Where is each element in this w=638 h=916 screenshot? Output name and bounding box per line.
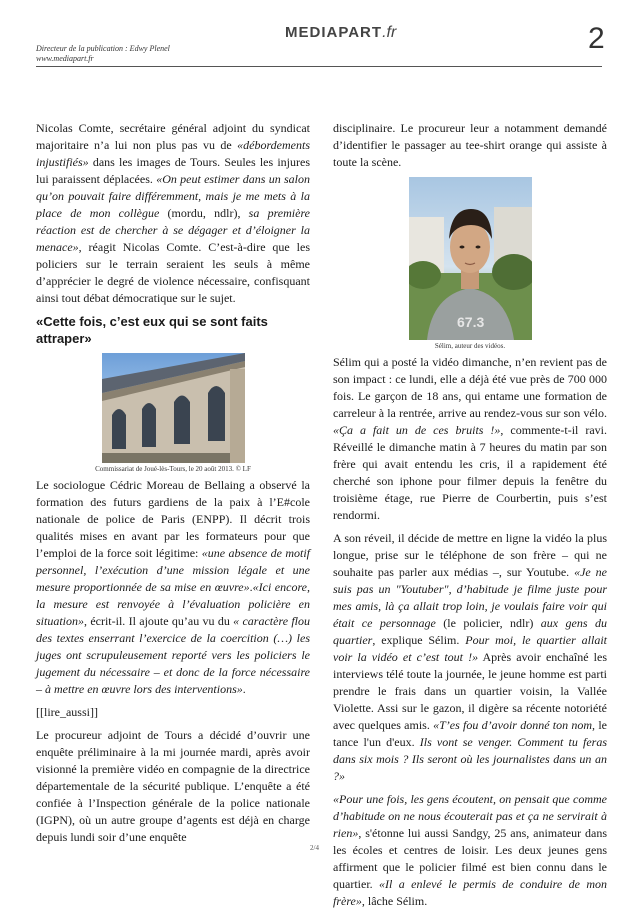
figure-selim <box>333 177 607 350</box>
publication-info <box>36 44 170 64</box>
svg-text:67.3: 67.3 <box>456 314 484 330</box>
publisher-line: Directeur de la publication : Edwy Plenel <box>36 44 170 53</box>
brand-main: MEDIAPART <box>285 24 383 41</box>
mediapart-logo <box>285 24 396 42</box>
left-paragraph-3: Le procureur adjoint de Tours a décidé d’ouvrir une enquête préliminaire à la mi journée mardi, après avoir visionné la première vidéo en compagnie de la directrice départementale de la sécurité publique. L’enquête a été confiée à l’Inspection générale de la police nationale (IGPN), où un autre groupe d’agents est déjà en charge depuis lundi soir d’une enquête <box>36 728 310 844</box>
right-paragraph-2: Sélim qui a posté la vidéo dimanche, n’en revient pas de son impact : ce lundi, elle a déjà été vue près de 700 000 fois. Le garçon de 18 ans, qui entame une formation de carreleur à la rentrée, arrive au rendez-vous sur son vélo. «Ça a fait un de ces bruits !», commente-t-il ravi. Réveillé le dimanche matin à 7 heures du matin par son frère qui avait entendu les cris, il a rapidement été cherché son iphone pour filmer depuis la fenêtre du troisième étage, rue Pierre de Courbertin, puis s’est rendormi. <box>333 355 607 522</box>
right-column <box>333 120 607 916</box>
figure-police-station <box>36 353 310 473</box>
right-paragraph-4: «Pour une fois, les gens écoutent, on pensait que comme d’habitude on ne nous écouterait pas et ça ne servirait à rien», s'étonne lui aussi Sandgy, 25 ans, animateur dans les écoles et centres de loisir. Les deux jeunes gens affirment que le policier filmé est bien connu dans le quartier. «Il a enlevé le permis de conduire de mon frère», lâche Sélim. <box>333 792 607 908</box>
police-station-caption: Commissariat de Joué-lès-Tours, le 20 août 2013. © LF <box>95 465 251 473</box>
left-column <box>36 120 310 852</box>
left-paragraph-2: Le sociologue Cédric Moreau de Bellaing a observé la formation des futurs gardiens de la paix à l’E#cole nationale de police de Paris (ENPP). Il décrit trois qualités mises en avant par les formateurs pour que l’emploi de la force soit légitime: «une absence de motif personnel, l’exécution d’une mission légale et une mesure proportionnée de sa mise en œuvre».«Ici encore, la mesure est renvoyée à l’évaluation policière en situation», écrit-il. Il ajoute qu’au vu du « caractère flou des textes enserrant l’exercice de la coercition (…) les juges ont scrupuleusement reporté vers les policiers le jugement du nécessaire – et donc de la force nécessaire – à mettre en œuvre lors des interventions». <box>36 478 311 696</box>
right-paragraph-1: disciplinaire. Le procureur leur a notamment demandé d’identifier le passager au tee-shirt orange qui assiste à toute la scène. <box>333 121 607 169</box>
lire-aussi-placeholder: [[lire_aussi]] <box>36 705 98 719</box>
brand-suffix: .fr <box>382 24 397 41</box>
selim-caption: Sélim, auteur des vidéos. <box>434 342 506 350</box>
page-number: 2 <box>588 22 605 55</box>
section-subheading: «Cette fois, c’est eux qui se sont faits attraper» <box>36 314 268 346</box>
page-counter: 2/4 <box>310 844 319 852</box>
right-paragraph-3: A son réveil, il décide de mettre en ligne la vidéo la plus longue, prise sur le téléphone de son frère – qui ne souhaite pas parler aux médias –, sur Youtube. «Je ne suis pas un "Youtuber", d’habitude je filme juste pour mes amis, là ça allait trop loin, je voulais faire voir qui était ce personnage (le policier, ndlr) aux gens du quartier, explique Sélim. Pour moi, le quartier allait voir la vidéo et c’est tout !» Après avoir enchaîné les interviews télé toute la journée, le jeune homme est parti prendre le frais dans un quartier voisin, la Vallée Violette. Assi sur le gazon, il digère sa récente notoriété avec quelques amis. «T’es fou d’avoir donné ton nom, le tance l'un d'eux. Ils vont se venger. Comment tu feras dans six mois ? Ils seront où les journalistes dans un an ?» <box>333 531 607 783</box>
left-paragraph-1: Nicolas Comte, secrétaire général adjoint du syndicat majoritaire n’a lui non plus pas vu de «débordements injustifiés» dans les images de Tours. Seules les injures lui paraissent déplacées. «On peut estimer dans un salon qu’on pouvait faire différemment, mais je me mets à la place de mon collègue (mordu, ndlr), sa première réaction est de chercher à se dégager et d’éloigner la menace», réagit Nicolas Comte. C’est-à-dire que les policiers sur le terrain seraient les seuls à même d’apprécier le degré de violence nécessaire, confisquant ainsi tout débat démocratique sur le sujet. <box>36 121 310 305</box>
header-divider <box>36 66 602 67</box>
selim-portrait-photo <box>409 177 532 340</box>
police-station-photo <box>102 353 245 463</box>
site-url: www.mediapart.fr <box>36 54 94 63</box>
